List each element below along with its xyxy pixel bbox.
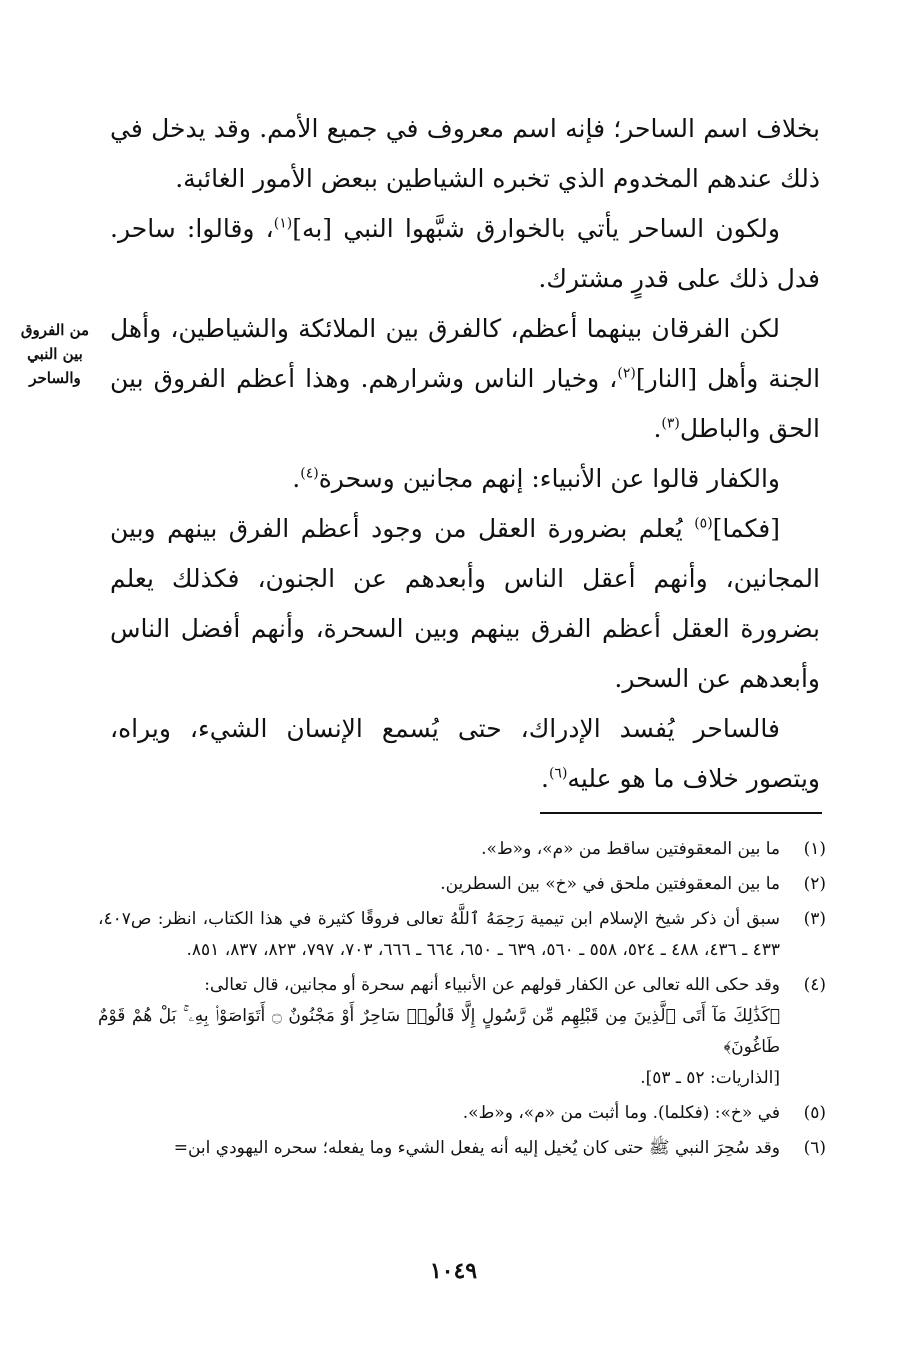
paragraph-2-text-a: ولكون الساحر يأتي بالخوارق شبَّهوا النبي [به]	[292, 214, 780, 243]
paragraph-3	[110, 304, 820, 454]
page-number: ١٠٤٩	[429, 1258, 478, 1284]
paragraph-6	[110, 704, 820, 804]
footnote-6	[98, 1133, 826, 1164]
main-text	[110, 104, 820, 804]
verse-reference: [الذاريات: ٥٢ ـ ٥٣].	[640, 1068, 780, 1088]
paragraph-5-text-b: يُعلم بضرورة العقل من وجود أعظم الفرق بينهم وبين المجانين، وأنهم أعقل الناس وأبعدهم عن الجنون، فكذلك يعلم بضرورة العقل أعظم الفرق بينهم وبين السحرة، وأنهم أفضل الناس وأبعدهم عن السحر.	[110, 514, 820, 693]
footnote-3	[98, 904, 826, 966]
footnote-number: (٢)	[803, 874, 826, 894]
footnote-ref-5[interactable]: (٥)	[694, 515, 713, 532]
paragraph-2	[110, 204, 820, 304]
footnotes	[98, 834, 826, 1168]
footnote-ref-6[interactable]: (٦)	[548, 765, 568, 782]
footnote-text: سبق أن ذكر شيخ الإسلام ابن تيمية رَحِمَهُ ٱللَّهُ تعالى فروقًا كثيرة في هذا الكتاب، انظر: ص٤٠٧، ٤٣٣ ـ ٤٣٦، ٤٨٨ ـ ٥٢٤، ٥٥٨ ـ ٥٦٠، ٦٣٩ ـ ٦٥٠، ٦٦٤ ـ ٦٦٦، ٧٠٣، ٧٩٧، ٨٢٣، ٨٣٧، ٨٥١.	[98, 909, 780, 960]
paragraph-6-text-a: فالساحر يُفسد الإدراك، حتى يُسمع الإنسان الشيء، ويراه، ويتصور خلاف ما هو عليه	[110, 714, 820, 793]
footnote-ref-4[interactable]: (٤)	[300, 465, 319, 482]
footnote-separator	[540, 812, 822, 814]
footnote-ref-2[interactable]: (٢)	[617, 365, 636, 382]
footnote-text: ما بين المعقوفتين ساقط من «م»، و«ط».	[481, 839, 780, 859]
footnote-ref-3[interactable]: (٣)	[661, 415, 680, 432]
paragraph-4-text-b: .	[292, 464, 301, 493]
paragraph-3-text-c: .	[653, 414, 662, 443]
footnote-text: وقد سُحِرَ النبي ﷺ حتى كان يُخيل إليه أنه يفعل الشيء وما يفعله؛ سحره اليهودي ابن=	[173, 1138, 780, 1158]
paragraph-3-text-a: لكن الفرقان بينهما أعظم، كالفرق بين الملائكة والشياطين، وأهل الجنة وأهل [النار]	[110, 314, 821, 393]
footnote-text: في «خ»: (فكلما). وما أثبت من «م»، و«ط».	[462, 1103, 780, 1123]
footnote-number: (٤)	[803, 975, 826, 995]
paragraph-4	[110, 454, 820, 504]
footnote-number: (٥)	[803, 1103, 826, 1123]
footnote-number: (٣)	[803, 909, 826, 929]
footnote-4-intro: وقد حكى الله تعالى عن الكفار قولهم عن الأنبياء أنهم سحرة أو مجانين، قال تعالى:	[204, 975, 780, 995]
footnote-5	[98, 1098, 826, 1129]
footnote-number: (١)	[803, 839, 826, 859]
paragraph-1-text: بخلاف اسم الساحر؛ فإنه اسم معروف في جميع الأمم. وقد يدخل في ذلك عندهم المخدوم الذي تخبره الشياطين ببعض الأمور الغائبة.	[110, 114, 820, 193]
footnote-text	[98, 970, 780, 1094]
paragraph-6-text-b: .	[541, 764, 549, 793]
margin-note: من الفروق بين النبي والساحر	[20, 321, 90, 387]
footnote-2	[98, 869, 826, 900]
paragraph-5	[110, 504, 820, 704]
footnote-number: (٦)	[803, 1138, 826, 1158]
footnote-ref-1[interactable]: (١)	[273, 215, 293, 232]
paragraph-2-text-b: ، وقالوا: ساحر. فدل ذلك على قدرٍ مشترك.	[110, 214, 820, 293]
paragraph-3-text-b: ، وخيار الناس وشرارهم. وهذا أعظم الفروق بين الحق والباطل	[110, 364, 820, 443]
paragraph-5-text-a: [فكما]	[712, 514, 780, 543]
paragraph-1	[110, 104, 820, 204]
footnote-4	[98, 970, 826, 1094]
footnote-1	[98, 834, 826, 865]
quran-verse: ﴿كَذَٰلِكَ مَآ أَتَى ٱلَّذِينَ مِن قَبْلِهِم مِّن رَّسُولٍ إِلَّا قَالُوا۟ سَاحِرٌ أَوْ مَجْنُونٌ ۝ أَتَوَاصَوْا۟ بِهِۦ ۚ بَلْ هُمْ قَوْمٌ طَاغُونَ﴾	[98, 1006, 780, 1057]
paragraph-4-text-a: والكفار قالوا عن الأنبياء: إنهم مجانين وسحرة	[318, 464, 780, 493]
footnote-text: ما بين المعقوفتين ملحق في «خ» بين السطرين.	[440, 874, 780, 894]
